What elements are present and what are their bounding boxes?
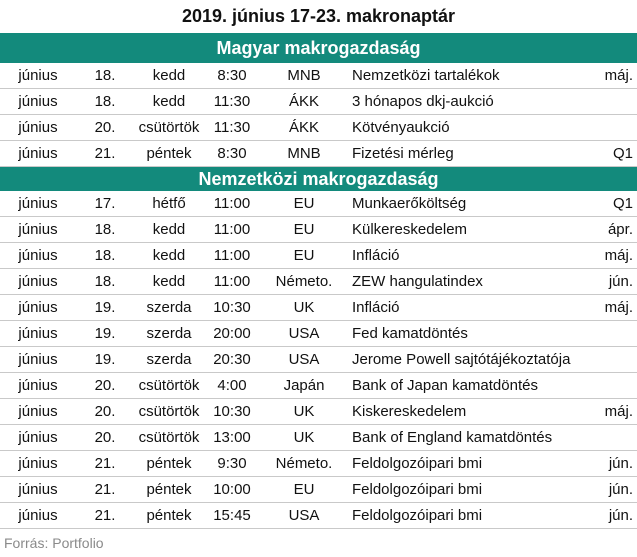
weekday-cell: csütörtök (138, 403, 200, 420)
day-cell: 18. (94, 273, 116, 290)
section-header: Nemzetközi makrogazdaság (0, 167, 637, 191)
source-cell: USA (288, 507, 320, 524)
time-cell: 8:30 (217, 67, 247, 84)
table-row (0, 451, 637, 477)
month-cell: június (18, 377, 58, 394)
weekday-cell: péntek (146, 481, 192, 498)
day-cell: 19. (94, 351, 116, 368)
time-cell: 10:30 (213, 299, 251, 316)
month-cell: június (18, 195, 58, 212)
table-row (0, 503, 637, 529)
period-cell: Q1 (612, 195, 633, 212)
table-row (0, 425, 637, 451)
day-cell: 21. (94, 507, 116, 524)
day-cell: 17. (94, 195, 116, 212)
month-cell: június (18, 67, 58, 84)
event-cell: Kiskereskedelem (352, 403, 467, 420)
table-row (0, 243, 637, 269)
weekday-cell: szerda (146, 325, 192, 342)
table-row (0, 89, 637, 115)
event-cell: Infláció (352, 247, 400, 264)
weekday-cell: péntek (146, 507, 192, 524)
time-cell: 9:30 (217, 455, 247, 472)
day-cell: 21. (94, 145, 116, 162)
event-cell: Fizetési mérleg (352, 145, 454, 162)
month-cell: június (18, 119, 58, 136)
source-cell: EU (293, 481, 315, 498)
weekday-cell: kedd (152, 67, 186, 84)
source-cell: UK (293, 429, 315, 446)
event-cell: Infláció (352, 299, 400, 316)
table-row (0, 115, 637, 141)
weekday-cell: csütörtök (138, 377, 200, 394)
month-cell: június (18, 247, 58, 264)
period-cell: Q1 (612, 145, 633, 162)
day-cell: 20. (94, 377, 116, 394)
period-cell: máj. (604, 403, 633, 420)
source-cell: Németo. (275, 455, 333, 472)
event-cell: 3 hónapos dkj-aukció (352, 93, 494, 110)
period-cell: jún. (608, 481, 633, 498)
month-cell: június (18, 221, 58, 238)
event-cell: Munkaerőköltség (352, 195, 467, 212)
event-cell: Feldolgozóipari bmi (352, 507, 483, 524)
period-cell: máj. (604, 67, 633, 84)
month-cell: június (18, 429, 58, 446)
weekday-cell: szerda (146, 299, 192, 316)
time-cell: 11:00 (213, 247, 251, 264)
source-cell: USA (288, 325, 320, 342)
source-cell: UK (293, 299, 315, 316)
time-cell: 15:45 (213, 507, 251, 524)
weekday-cell: kedd (152, 221, 186, 238)
month-cell: június (18, 507, 58, 524)
day-cell: 19. (94, 299, 116, 316)
source-cell: EU (293, 247, 315, 264)
table-row (0, 477, 637, 503)
day-cell: 21. (94, 455, 116, 472)
weekday-cell: kedd (152, 273, 186, 290)
period-cell: jún. (608, 507, 633, 524)
day-cell: 20. (94, 403, 116, 420)
time-cell: 11:00 (213, 221, 251, 238)
day-cell: 18. (94, 247, 116, 264)
period-cell: máj. (604, 247, 633, 264)
weekday-cell: csütörtök (138, 429, 200, 446)
time-cell: 20:00 (213, 325, 251, 342)
table-row (0, 217, 637, 243)
day-cell: 18. (94, 67, 116, 84)
table-row (0, 399, 637, 425)
source-cell: USA (288, 351, 320, 368)
time-cell: 11:30 (213, 93, 251, 110)
event-cell: Fed kamatdöntés (352, 325, 468, 342)
month-cell: június (18, 273, 58, 290)
event-cell: Feldolgozóipari bmi (352, 481, 483, 498)
time-cell: 10:30 (213, 403, 251, 420)
source-cell: UK (293, 403, 315, 420)
day-cell: 18. (94, 221, 116, 238)
month-cell: június (18, 351, 58, 368)
day-cell: 20. (94, 429, 116, 446)
period-cell: jún. (608, 455, 633, 472)
period-cell: máj. (604, 299, 633, 316)
weekday-cell: péntek (146, 145, 192, 162)
time-cell: 10:00 (213, 481, 251, 498)
table-row (0, 141, 637, 167)
source-cell: EU (293, 221, 315, 238)
time-cell: 11:00 (213, 273, 251, 290)
period-cell: jún. (608, 273, 633, 290)
time-cell: 11:00 (213, 195, 251, 212)
table-row (0, 295, 637, 321)
time-cell: 11:30 (213, 119, 251, 136)
weekday-cell: csütörtök (138, 119, 200, 136)
table-row (0, 191, 637, 217)
event-cell: Nemzetközi tartalékok (352, 67, 500, 84)
source-cell: ÁKK (288, 119, 319, 136)
source-cell: EU (293, 195, 315, 212)
source-cell: Japán (283, 377, 325, 394)
period-cell: ápr. (607, 221, 633, 238)
event-cell: Jerome Powell sajtótájékoztatója (352, 351, 571, 368)
month-cell: június (18, 403, 58, 420)
day-cell: 18. (94, 93, 116, 110)
time-cell: 4:00 (217, 377, 247, 394)
source-cell: MNB (287, 145, 321, 162)
weekday-cell: kedd (152, 247, 186, 264)
month-cell: június (18, 481, 58, 498)
day-cell: 21. (94, 481, 116, 498)
event-cell: Bank of England kamatdöntés (352, 429, 553, 446)
event-cell: Bank of Japan kamatdöntés (352, 377, 538, 394)
source-cell: Németo. (275, 273, 333, 290)
event-cell: Külkereskedelem (352, 221, 468, 238)
time-cell: 8:30 (217, 145, 247, 162)
section-header: Magyar makrogazdaság (0, 33, 637, 63)
source-note: Forrás: Portfolio (4, 535, 104, 551)
table-row (0, 63, 637, 89)
page-title: 2019. június 17-23. makronaptár (181, 6, 456, 26)
weekday-cell: kedd (152, 93, 186, 110)
day-cell: 19. (94, 325, 116, 342)
table-row (0, 347, 637, 373)
source-cell: ÁKK (288, 93, 319, 110)
time-cell: 13:00 (213, 429, 251, 446)
weekday-cell: hétfő (152, 195, 186, 212)
event-cell: Feldolgozóipari bmi (352, 455, 483, 472)
weekday-cell: szerda (146, 351, 192, 368)
month-cell: június (18, 93, 58, 110)
month-cell: június (18, 145, 58, 162)
source-cell: MNB (287, 67, 321, 84)
event-cell: ZEW hangulatindex (352, 273, 483, 290)
table-row (0, 321, 637, 347)
day-cell: 20. (94, 119, 116, 136)
month-cell: június (18, 299, 58, 316)
month-cell: június (18, 455, 58, 472)
weekday-cell: péntek (146, 455, 192, 472)
table-row (0, 373, 637, 399)
month-cell: június (18, 325, 58, 342)
event-cell: Kötvényaukció (352, 119, 450, 136)
time-cell: 20:30 (213, 351, 251, 368)
table-row (0, 269, 637, 295)
